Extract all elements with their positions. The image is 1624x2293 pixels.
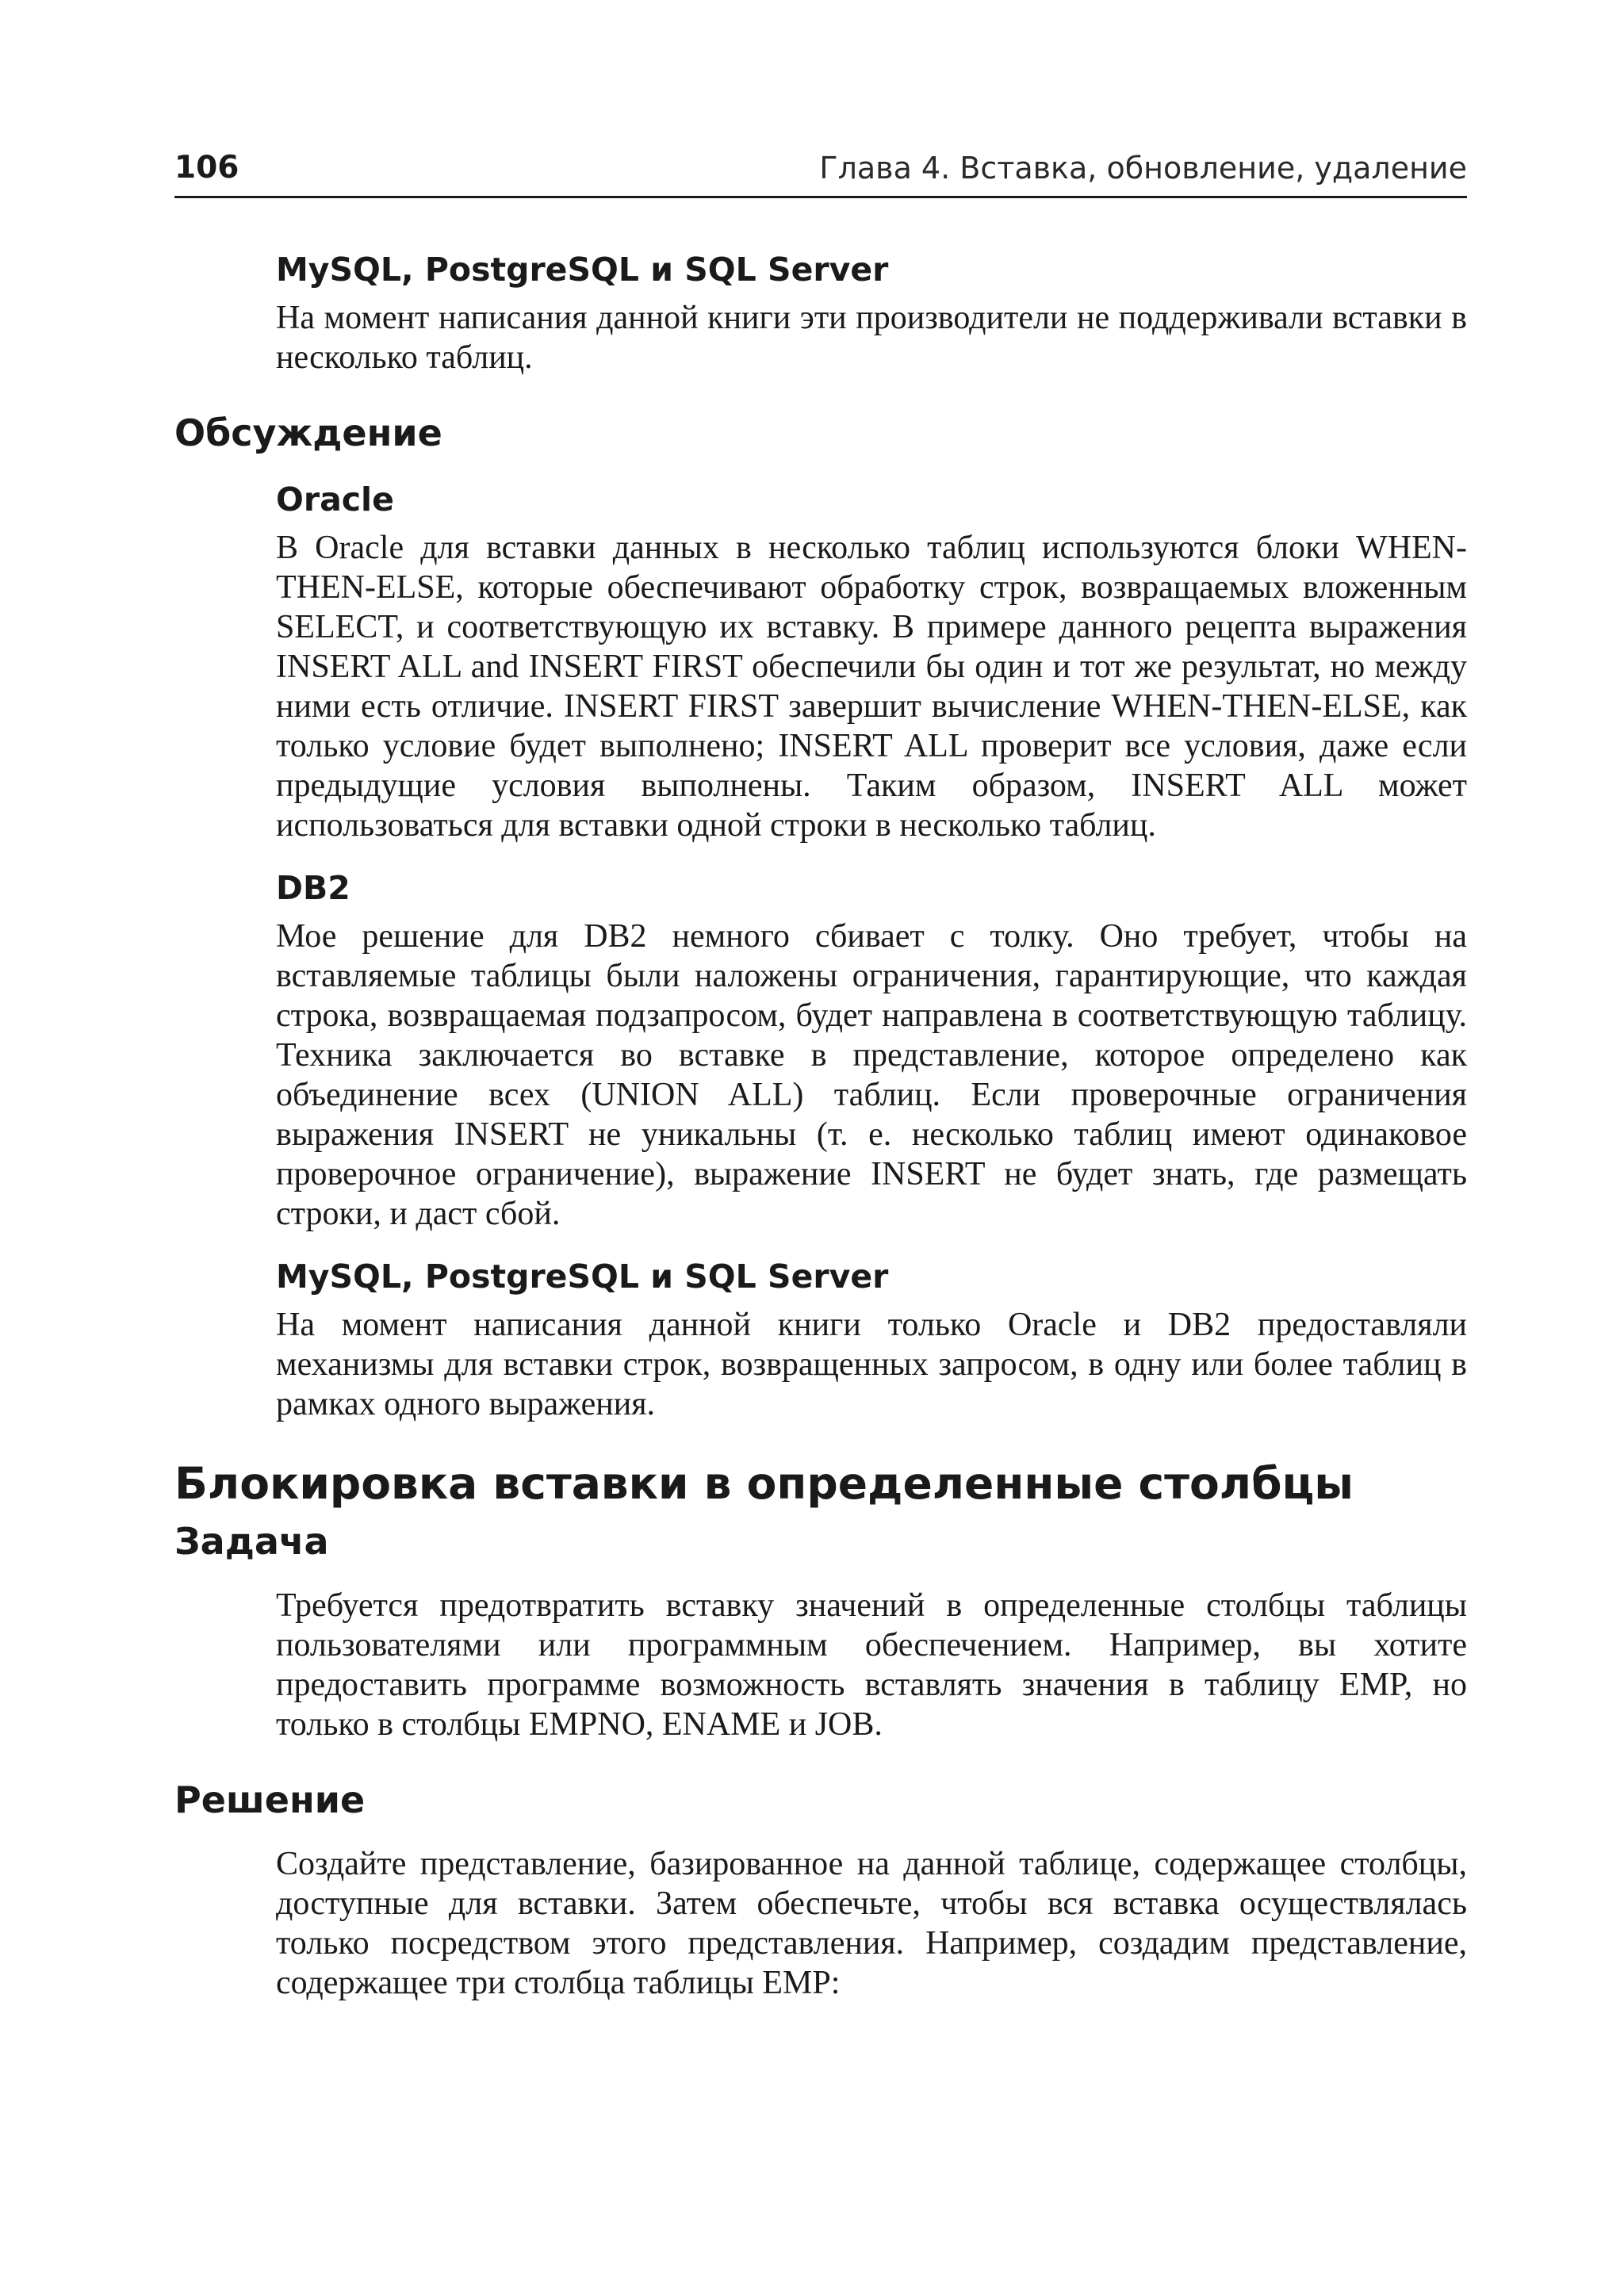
paragraph: Требуется предотвратить вставку значений в определенные столбцы таблицы пользователями или программным обеспечением. Например, вы хотите предоставить программе возможность вставлять значения в таблицу EMP, но только в столбцы EMPNO, ENAME и JOB. (276, 1587, 1467, 1743)
running-title: Глава 4. Вставка, обновление, удаление (819, 151, 1467, 186)
paragraph: Создайте представление, базированное на данной таблице, содержащее столбцы, доступные для вставки. Затем обеспечьте, чтобы вся вставка осуществлялась только посредством этого представления. Например, создадим представление, содержащее три столбца таблицы EMP: (276, 1846, 1467, 2001)
paragraph: В Oracle для вставки данных в несколько таблиц используются блоки WHEN-THEN-ELSE, которые обеспечивают обработку строк, возвращаемых вложенным SELECT, и соответствующую их вставку. В примере данного рецепта выражения INSERT ALL and INSERT FIRST обеспечили бы один и тот же результат, но между ними есть отличие. INSERT FIRST завершит вычисление WHEN-THEN-ELSE, как только условие будет выполнено; INSERT ALL проверит все условия, даже если предыдущие условия выполнены. Таким образом, INSERT ALL может использоваться для вставки одной строки в несколько таблиц. (276, 530, 1467, 844)
chapter-heading: Блокировка вставки в определенные столбцы (174, 1458, 1354, 1509)
subsection-heading: Oracle (276, 480, 394, 519)
subsection-heading: MySQL, PostgreSQL и SQL Server (276, 251, 889, 289)
header-rule (174, 196, 1467, 198)
paragraph: На момент написания данной книги только Oracle и DB2 предоставляли механизмы для вставки строк, возвращенных запросом, в одну или более таблиц в рамках одного выражения. (276, 1307, 1467, 1422)
page-header (174, 147, 1467, 189)
subsection-heading: MySQL, PostgreSQL и SQL Server (276, 1258, 889, 1296)
paragraph: На момент написания данной книги эти производители не поддерживали вставки в несколько таблиц. (276, 300, 1467, 376)
page-content (174, 247, 1467, 2003)
section-heading: Задача (174, 1520, 329, 1563)
page-number: 106 (174, 150, 239, 186)
section-heading: Решение (174, 1778, 366, 1821)
section-heading: Обсуждение (174, 412, 442, 454)
paragraph: Мое решение для DB2 немного сбивает с толку. Оно требует, чтобы на вставляемые таблицы были наложены ограничения, гарантирующие, что каждая строка, возвращаемая подзапросом, будет направлена в соответствующую таблицу. Техника заключается во вставке в представление, которое определено как объединение всех (UNION ALL) таблиц. Если проверочные ограничения выражения INSERT не уникальны (т. е. несколько таблиц имеют одинаковое проверочное ограничение), выражение INSERT не будет знать, где размещать строки, и даст сбой. (276, 918, 1467, 1232)
subsection-heading: DB2 (276, 869, 350, 907)
